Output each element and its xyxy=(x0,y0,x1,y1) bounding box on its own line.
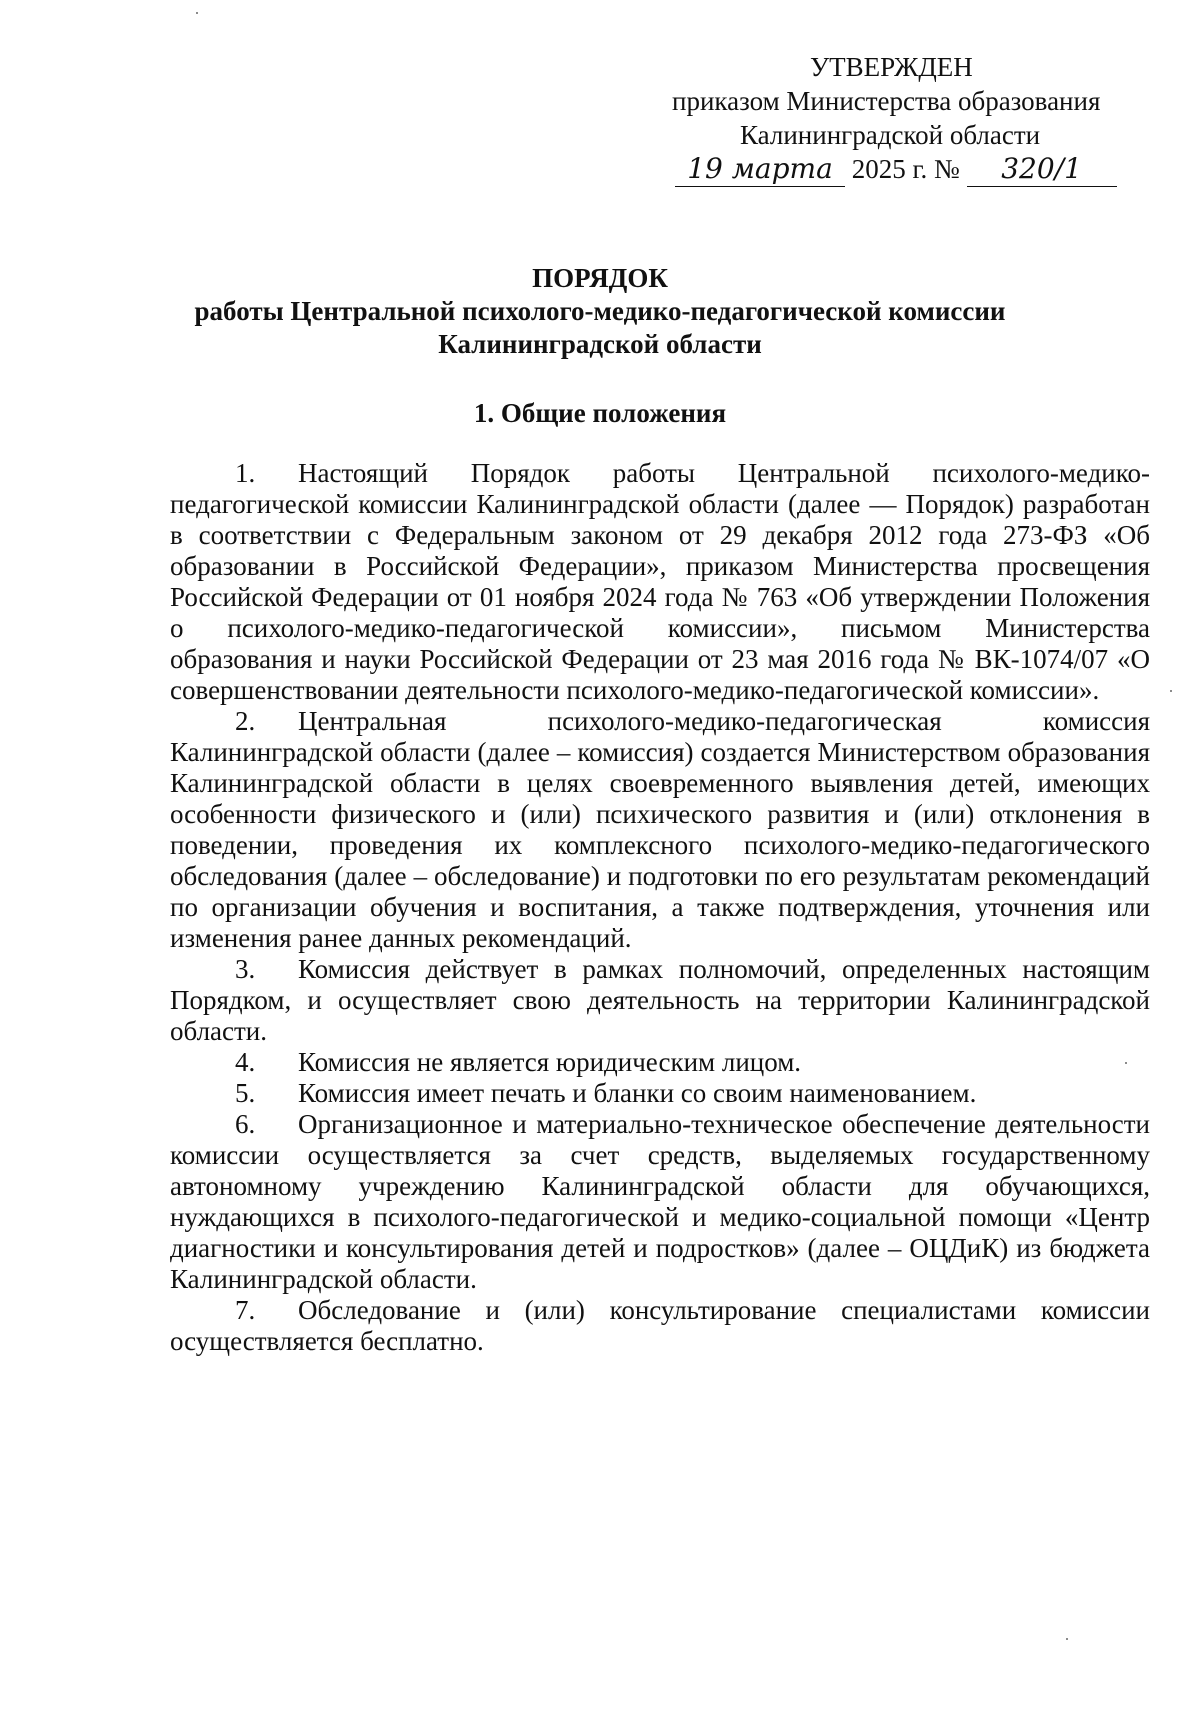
paragraph-text: Центральная психолого-медико-педагогическая комиссия Калининградской области (далее – комиссия) создается Министерством образования Калининградской области в целях своевременного выявления детей, имеющих особенности физического и (или) психического развития и (или) отклонения в поведении, проведения их комплексного психолого-медико-педагогического обследования (далее – обследование) и подготовки по его результатам рекомендаций по организации обучения и воспитания, а также подтверждения, уточнения или изменения ранее данных рекомендаций. xyxy=(170,706,1150,953)
paragraph-text: Обследование и (или) консультирование специалистами комиссии осуществляется бесплатно. xyxy=(170,1295,1150,1356)
scan-speck xyxy=(1170,690,1172,692)
paragraph-2 xyxy=(170,706,1150,954)
paragraph-number: 7. xyxy=(235,1295,256,1325)
document-subtitle-line1: работы Центральной психолого-медико-педагогической комиссии xyxy=(194,296,1006,326)
paragraph-3 xyxy=(170,954,1150,1047)
scan-speck xyxy=(196,12,198,14)
approval-year-number-label: 2025 г. № xyxy=(851,154,960,184)
paragraph-1 xyxy=(170,458,1150,706)
paragraph-5 xyxy=(170,1078,1150,1109)
paragraph-number: 4. xyxy=(235,1047,256,1077)
paragraph-text: Комиссия действует в рамках полномочий, определенных настоящим Порядком, и осуществляет свою деятельность на территории Калининградской области. xyxy=(170,954,1150,1046)
paragraph-number: 5. xyxy=(235,1078,256,1108)
paragraph-4 xyxy=(170,1047,1150,1078)
paragraph-6 xyxy=(170,1109,1150,1295)
paragraph-text: Настоящий Порядок работы Центральной психолого-медико-педагогической комиссии Калининградской области (далее — Порядок) разработан в соответствии с Федеральным законом от 29 декабря 2012 года 273-ФЗ «Об образовании в Российской Федерации», приказом Министерства просвещения Российской Федерации от 01 ноября 2024 года № 763 «Об утверждении Положения о психолого-медико-педагогической комиссии», письмом Министерства образования и науки Российской Федерации от 23 мая 2016 года № ВК-1074/07 «О совершенствовании деятельности психолого-медико-педагогической комиссии». xyxy=(170,458,1150,705)
scan-speck xyxy=(1125,1062,1127,1064)
approval-date-line xyxy=(640,152,1140,187)
section-heading: 1. Общие положения xyxy=(473,398,727,428)
approval-block xyxy=(640,50,1140,187)
approval-region-line: Калининградской области xyxy=(740,120,1041,150)
document-subtitle-line2: Калининградской области xyxy=(438,329,762,359)
paragraph-text: Комиссия имеет печать и бланки со своим наименованием. xyxy=(298,1078,977,1108)
paragraph-number: 3. xyxy=(235,954,256,984)
paragraph-number: 2. xyxy=(235,706,256,736)
handwritten-order-number: 320/1 xyxy=(967,152,1117,187)
paragraph-text: Организационное и материально-техническое обеспечение деятельности комиссии осуществляется за счет средств, выделяемых государственному автономному учреждению Калининградской области для обучающихся, нуждающихся в психолого-педагогической и медико-социальной помощи «Центр диагностики и консультирования детей и подростков» (далее – ОЦДиК) из бюджета Калининградской области. xyxy=(170,1109,1150,1294)
scan-speck xyxy=(1066,1638,1068,1640)
paragraph-7 xyxy=(170,1295,1150,1357)
approval-heading: УТВЕРЖДЕН xyxy=(810,52,973,82)
paragraph-number: 6. xyxy=(235,1109,256,1139)
document-body xyxy=(170,458,1150,1357)
document-title: ПОРЯДОК xyxy=(532,263,668,293)
approval-order-line: приказом Министерства образования xyxy=(672,86,1101,116)
handwritten-date: 19 марта xyxy=(675,152,845,187)
paragraph-number: 1. xyxy=(235,458,256,488)
paragraph-text: Комиссия не является юридическим лицом. xyxy=(298,1047,802,1077)
